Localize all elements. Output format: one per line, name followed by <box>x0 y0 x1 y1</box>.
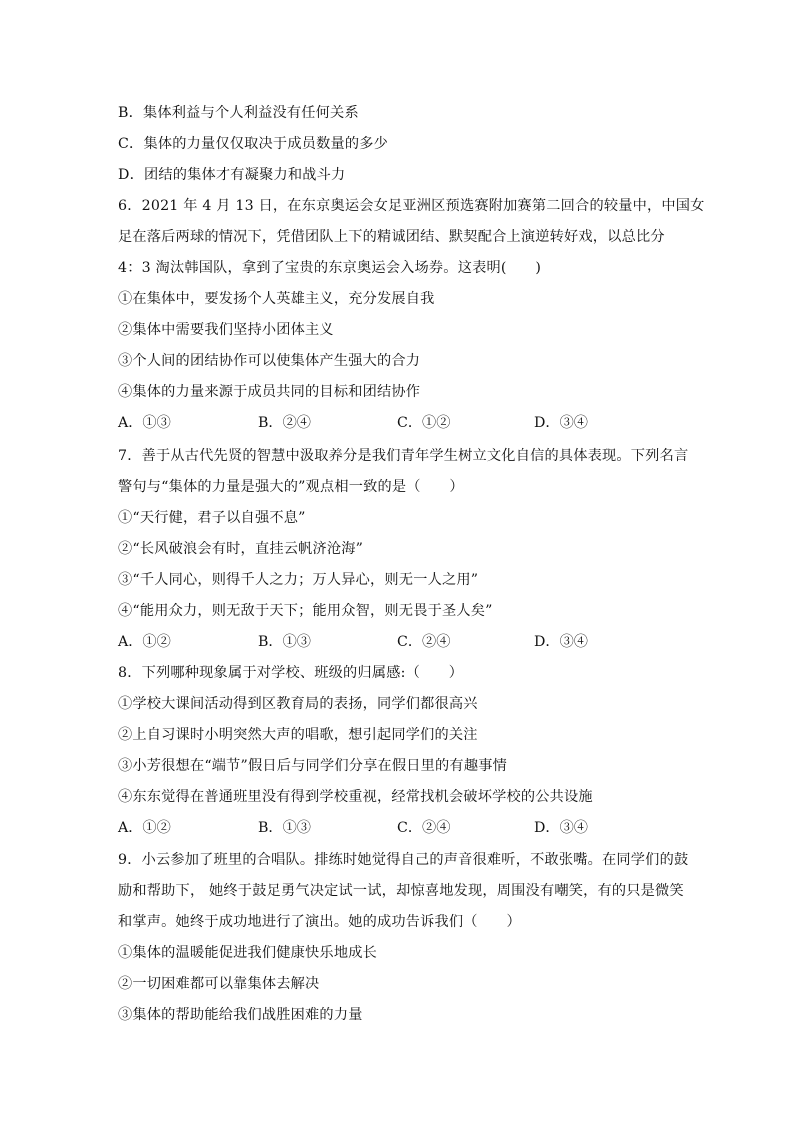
q7-stem-line-1: 7．善于从古代先贤的智慧中汲取养分是我们青年学生树立文化自信的具体表现。下列名言 <box>118 448 689 464</box>
q6-option-c: C．①② <box>397 415 451 431</box>
q9-stem-line-2: 励和帮助下， 她终于鼓足勇气决定试一试，却惊喜地发现，周围没有嘲笑，有的只是微笑 <box>118 883 684 899</box>
q6-stem-line-3: 4：3 淘汰韩国队，拿到了宝贵的东京奥运会入场券。这表明( ) <box>118 260 542 276</box>
q9-item-1: ①集体的温暖能促进我们健康快乐地成长 <box>118 945 377 961</box>
q8-option-b: B．①③ <box>258 820 311 836</box>
q7-stem-line-2: 警句与“集体的力量是强大的”观点相一致的是（ ） <box>118 479 464 495</box>
q9-item-3: ③集体的帮助能给我们战胜困难的力量 <box>118 1007 363 1023</box>
q6-item-3: ③个人间的团结协作可以使集体产生强大的合力 <box>118 353 421 369</box>
q9-item-2: ②一切困难都可以靠集体去解决 <box>118 976 320 992</box>
q7-item-1: ①“天行健，君子以自强不息” <box>118 510 306 526</box>
q7-options <box>118 632 678 652</box>
q7-item-2: ②“长风破浪会有时，直挂云帆济沧海” <box>118 541 364 557</box>
q6-item-1: ①在集体中，要发扬个人英雄主义，充分发展自我 <box>118 291 435 307</box>
q6-options <box>118 413 678 433</box>
q6-option-b: B．②④ <box>258 415 311 431</box>
q8-option-d: D．③④ <box>534 820 588 836</box>
q6-item-4: ④集体的力量来源于成员共同的目标和团结协作 <box>118 384 421 400</box>
q7-item-3: ③“千人同心，则得千人之力；万人异心，则无一人之用” <box>118 572 479 588</box>
q6-option-d: D．③④ <box>534 415 588 431</box>
q9-stem-line-1: 9．小云参加了班里的合唱队。排练时她觉得自己的声音很难听，不敢张嘴。在同学们的鼓 <box>118 852 689 868</box>
q8-item-3: ③小芳很想在“端节”假日后与同学们分享在假日里的有趣事情 <box>118 758 507 774</box>
option-d-line: D．团结的集体才有凝聚力和战斗力 <box>118 167 346 183</box>
q6-stem-line-2: 足在落后两球的情况下，凭借团队上下的精诚团结、默契配合上演逆转好戏，以总比分 <box>118 229 665 245</box>
q9-stem-line-3: 和掌声。她终于成功地进行了演出。她的成功告诉我们（ ） <box>118 914 521 930</box>
q6-option-a: A．①③ <box>118 415 171 431</box>
option-b-line: B．集体利益与个人利益没有任何关系 <box>118 105 359 121</box>
q6-item-2: ②集体中需要我们坚持小团体主义 <box>118 322 334 338</box>
q7-option-b: B．①③ <box>258 634 311 650</box>
q8-options <box>118 818 678 838</box>
q8-item-4: ④东东觉得在普通班里没有得到学校重视，经常找机会破坏学校的公共设施 <box>118 789 593 805</box>
q7-option-c: C．②④ <box>397 634 451 650</box>
q8-stem-line-1: 8．下列哪种现象属于对学校、班级的归属感:（ ） <box>118 665 464 681</box>
q8-item-2: ②上自习课时小明突然大声的唱歌，想引起同学们的关注 <box>118 727 478 743</box>
option-c-line: C．集体的力量仅仅取决于成员数量的多少 <box>118 136 389 152</box>
q7-option-d: D．③④ <box>534 634 588 650</box>
q6-stem-line-1: 6．2021 年 4 月 13 日，在东京奥运会女足亚洲区预选赛附加赛第二回合的较量中，中国女 <box>118 198 705 214</box>
q8-option-c: C．②④ <box>397 820 451 836</box>
q8-option-a: A．①② <box>118 820 171 836</box>
q8-item-1: ①学校大课间活动得到区教育局的表扬，同学们都很高兴 <box>118 696 478 712</box>
q7-item-4: ④“能用众力，则无敌于天下；能用众智，则无畏于圣人矣” <box>118 603 493 619</box>
q7-option-a: A．①② <box>118 634 171 650</box>
